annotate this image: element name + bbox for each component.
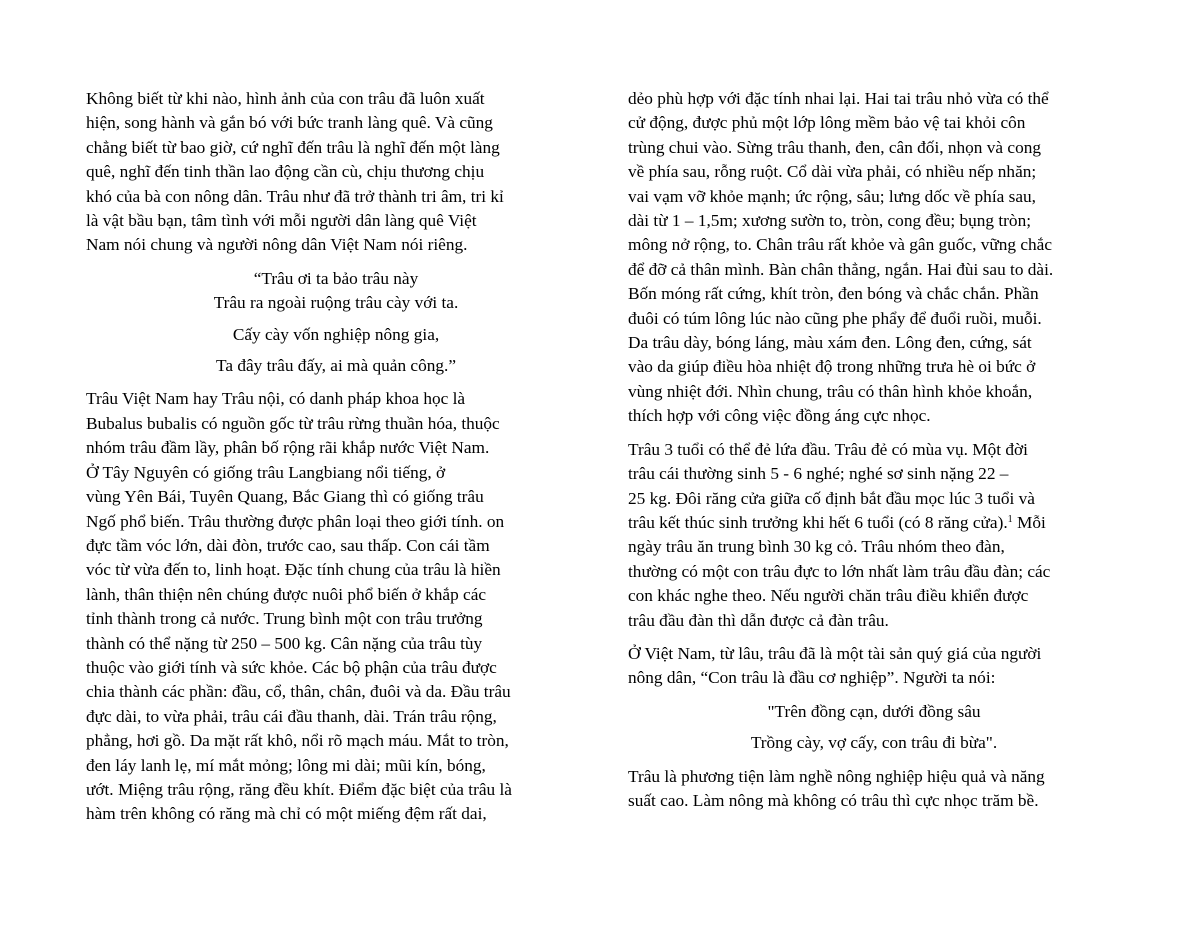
text-line: vào da giúp điều hòa nhiệt độ trong những trưa hè oi bức ở — [628, 357, 1036, 377]
text-line: suất cao. Làm nông mà không có trâu thì cực nhọc trăm bề. — [628, 790, 1039, 810]
text-line: Bốn móng rất cứng, khít tròn, đen bóng và chắc chắn. Phần — [628, 284, 1039, 304]
text-line: thành có thể nặng từ 250 – 500 kg. Cân nặng của trâu tùy — [86, 633, 483, 653]
text-line: Da trâu dày, bóng láng, màu xám đen. Lông đen, cứng, sát — [628, 333, 1032, 353]
text-line: con khác nghe theo. Nếu người chăn trâu điều khiển được — [628, 586, 1029, 606]
text-line: hàm trên không có răng mà chỉ có một miếng đệm rất dai, — [86, 804, 487, 824]
text-line: đực dài, to vừa phải, trâu cái đầu thanh, dài. Trán trâu rộng, — [86, 706, 497, 726]
text-line: Nam nói chung và người nông dân Việt Nam nói riêng. — [86, 235, 468, 255]
text-line: Trâu 3 tuổi có thể đẻ lứa đầu. Trâu đẻ có mùa vụ. Một đời — [628, 439, 1028, 459]
text-line: Trâu Việt Nam hay Trâu nội, có danh pháp khoa học là — [86, 389, 466, 409]
text-line: trùng chui vào. Sừng trâu thanh, đen, cân đối, nhọn và cong — [628, 137, 1041, 157]
text-line: Ngố phổ biến. Trâu thường được phân loại theo giới tính. on — [86, 511, 505, 531]
text-line: vùng Yên Bái, Tuyên Quang, Bắc Giang thì có giống trâu — [86, 487, 484, 507]
poem-line: "Trên đồng cạn, dưới đồng sâu — [767, 701, 981, 721]
text-line: về phía sau, rỗng ruột. Cổ dài vừa phải, có nhiều nếp nhăn; — [628, 162, 1037, 182]
text-line: vóc từ vừa đến to, linh hoạt. Đặc tính chung của trâu là hiền — [86, 560, 501, 580]
text-line: đực tầm vóc lớn, dài đòn, trước cao, sau thấp. Con cái tầm — [86, 535, 490, 555]
left-column — [86, 87, 586, 827]
text-line: hiện, song hành và gắn bó với bức tranh làng quê. Và cũng — [86, 113, 493, 133]
paragraph-intro — [86, 87, 586, 258]
text-line: phẳng, hơi gồ. Da mặt rất khô, nổi rõ mạch máu. Mắt to tròn, — [86, 731, 509, 751]
text-line: vùng nhiệt đới. Nhìn chung, trâu có thân hình khỏe khoắn, — [628, 381, 1033, 401]
text-line: Bubalus bubalis có nguồn gốc từ trâu rừng thuần hóa, thuộc — [86, 413, 500, 433]
text-line: ngày trâu ăn trung bình 30 kg cỏ. Trâu nhóm theo đàn, — [628, 537, 1005, 557]
text-line: thường có một con trâu đực to lớn nhất làm trâu đầu đàn; các — [628, 561, 1051, 581]
text-fragment: trâu kết thúc sinh trưởng khi hết 6 tuổi (có 8 răng cửa). — [628, 512, 1008, 532]
text-line: dẻo phù hợp với đặc tính nhai lại. Hai tai trâu nhỏ vừa có thể — [628, 89, 1049, 108]
text-line: mông nở rộng, to. Chân trâu rất khỏe và gân guốc, vững chắc — [628, 235, 1053, 255]
text-line: nông dân, “Con trâu là đầu cơ nghiệp”. Người ta nói: — [628, 668, 996, 688]
poem-line: Cấy cày vốn nghiệp nông gia, — [232, 324, 440, 344]
paragraph-anatomy — [628, 87, 1120, 429]
text-line: là vật bầu bạn, tâm tình với mỗi người dân làng quê Việt — [86, 211, 477, 231]
text-line: Ở Việt Nam, từ lâu, trâu đã là một tài sản quý giá của người — [628, 643, 1042, 663]
poem-quote-1 — [86, 267, 586, 379]
poem-line: Trâu ra ngoài ruộng trâu cày với ta. — [213, 293, 459, 313]
text-line: Ở Tây Nguyên có giống trâu Langbiang nổi tiếng, ở — [86, 462, 446, 482]
text-line: ướt. Miệng trâu rộng, răng đều khít. Điểm đặc biệt của trâu là — [86, 779, 512, 799]
text-line: dài từ 1 – 1,5m; xương sườn to, tròn, cong đều; bụng tròn; — [628, 211, 1032, 231]
text-line: quê, nghĩ đến tinh thần lao động cần cù, chịu thương chịu — [86, 162, 485, 182]
text-line: lành, thân thiện nên chúng được nuôi phổ biến ở khắp các — [86, 584, 487, 604]
paragraph-description — [86, 387, 586, 826]
text-line: để đỡ cả thân mình. Bàn chân thẳng, ngắn. Hai đùi sau to dài. — [628, 259, 1054, 279]
text-line: nhóm trâu đầm lầy, phân bố rộng rãi khắp nước Việt Nam. — [86, 438, 490, 458]
paragraph-conclusion — [628, 765, 1120, 814]
text-line: đen láy lanh lẹ, mí mắt mỏng; lông mi dài; mũi kín, bóng, — [86, 755, 486, 775]
text-line: đuôi có túm lông lúc nào cũng phe phẩy để đuổi ruồi, muỗi. — [628, 308, 1042, 328]
text-fragment: Mỗi — [1012, 512, 1046, 532]
text-line: vai vạm vỡ khỏe mạnh; ức rộng, sâu; lưng dốc về phía sau, — [628, 186, 1036, 206]
text-line: thích hợp với công việc đồng áng cực nhọc. — [628, 406, 931, 426]
right-column — [628, 87, 1120, 813]
poem-line: Ta đây trâu đấy, ai mà quản công.” — [216, 356, 456, 376]
text-line — [628, 511, 1120, 535]
text-line: chẳng biết từ bao giờ, cứ nghĩ đến trâu là nghĩ đến một làng — [86, 137, 500, 157]
text-line: trâu cái thường sinh 5 - 6 nghé; nghé sơ sinh nặng 22 – — [628, 464, 1009, 484]
text-line: trâu đầu đàn thì dẫn được cả đàn trâu. — [628, 610, 889, 630]
poem-line: “Trâu ơi ta bảo trâu này — [253, 268, 419, 288]
text-line: cử động, được phủ một lớp lông mềm bảo vệ tai khỏi côn — [628, 113, 1026, 133]
paragraph-reproduction — [628, 438, 1120, 633]
text-line: khó của bà con nông dân. Trâu như đã trở thành tri âm, tri kỉ — [86, 186, 504, 206]
text-line: thuộc vào giới tính và sức khỏe. Các bộ phận của trâu được — [86, 657, 497, 677]
text-line: Trâu là phương tiện làm nghề nông nghiệp hiệu quả và năng — [628, 766, 1045, 786]
text-line: 25 kg. Đôi răng cửa giữa cố định bắt đầu mọc lúc 3 tuổi và — [628, 488, 1035, 508]
text-line: tỉnh thành trong cả nước. Trung bình một con trâu trưởng — [86, 609, 483, 629]
poem-line: Trồng cày, vợ cấy, con trâu đi bừa". — [750, 733, 998, 753]
text-line: Không biết từ khi nào, hình ảnh của con trâu đã luôn xuất — [86, 89, 485, 108]
footnote-reference[interactable]: 1 — [1007, 513, 1013, 525]
text-line: chia thành các phần: đầu, cổ, thân, chân, đuôi và da. Đầu trâu — [86, 682, 511, 702]
paragraph-value — [628, 642, 1120, 691]
poem-quote-2 — [628, 700, 1120, 756]
